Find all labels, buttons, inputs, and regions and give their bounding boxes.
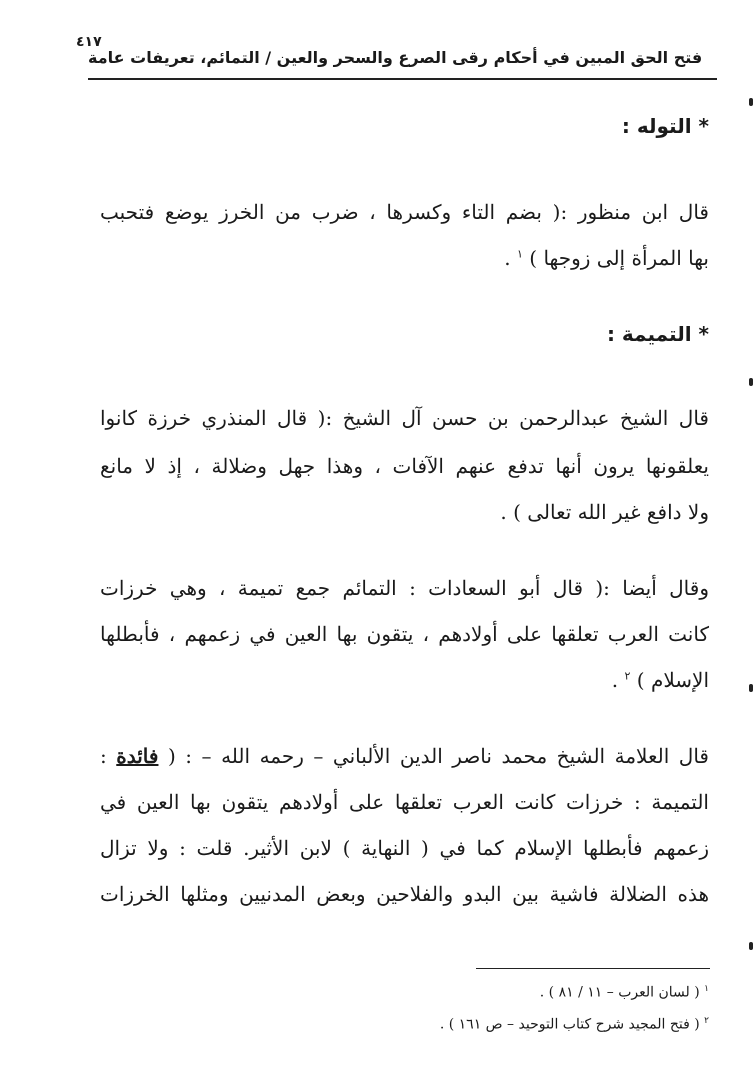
- page-number: ٤١٧: [76, 34, 102, 50]
- text-line: وقال أيضا :( قال أبو السعادات : التمائم جمع تميمة ، وهي خرزات: [100, 576, 709, 600]
- page-header: [76, 34, 717, 80]
- text-line: هذه الضلالة فاشية بين البدو والفلاحين وبعض المدنيين ومثلها الخرزات: [100, 882, 709, 906]
- heading-tiwala: * التوله :: [621, 114, 709, 138]
- footnote-ref: ٢: [624, 669, 631, 683]
- text-line: ولا دافع غير الله تعالى ) .: [500, 500, 709, 524]
- text-line: زعمهم فأبطلها الإسلام كما في ( النهاية ) لابن الأثير. قلت : ولا تزال: [100, 836, 709, 860]
- text-line: كانت العرب تعلقها على أولادهم ، يتقون بها العين في زعمهم ، فأبطلها: [100, 622, 709, 646]
- text-line: قال الشيخ عبدالرحمن بن حسن آل الشيخ :( قال المنذري خرزة كانوا: [100, 406, 709, 430]
- text-line: التميمة : خرزات كانت العرب تعلقها على أولادهم يتقون بها العين في: [100, 790, 709, 814]
- text-line: يعلقونها يرون أنها تدفع عنهم الآفات ، وهذا جهل وضلالة ، إذ لا مانع: [100, 454, 709, 478]
- footnote-number: ١: [704, 984, 709, 994]
- running-title: فتح الحق المبين في أحكام رقى الصرع والسحر والعين / التمائم، تعريفات عامة: [88, 48, 703, 67]
- footnote: $^١$ ( لسان العرب – ١١ / ٨١ ) .: [539, 984, 709, 1001]
- scan-edge-mark: [749, 378, 753, 386]
- faida-label: فائدة: [116, 744, 159, 768]
- scan-edge-mark: [749, 942, 753, 950]
- text-line: الإسلام ) $^٢$ .: [611, 668, 709, 692]
- footnote-divider: [476, 968, 710, 969]
- footnote-number: ٢: [704, 1016, 709, 1026]
- heading-tamima: * التميمة :: [606, 322, 709, 346]
- footnote: $^٢$ ( فتح المجيد شرح كتاب التوحيد – ص ١٦١ ) .: [439, 1016, 709, 1033]
- scan-edge-mark: [749, 98, 753, 106]
- text-line: قال ابن منظور :( بضم التاء وكسرها ، ضرب من الخرز يوضع فتحبب: [100, 200, 709, 224]
- text-line: بها المرأة إلى زوجها ) $^١$ .: [504, 246, 709, 270]
- footnote-ref: ١: [517, 247, 523, 261]
- scan-edge-mark: [749, 684, 753, 692]
- text-line: قال العلامة الشيخ محمد ناصر الدين الألباني – رحمه الله – : ( فائدة :: [100, 744, 709, 768]
